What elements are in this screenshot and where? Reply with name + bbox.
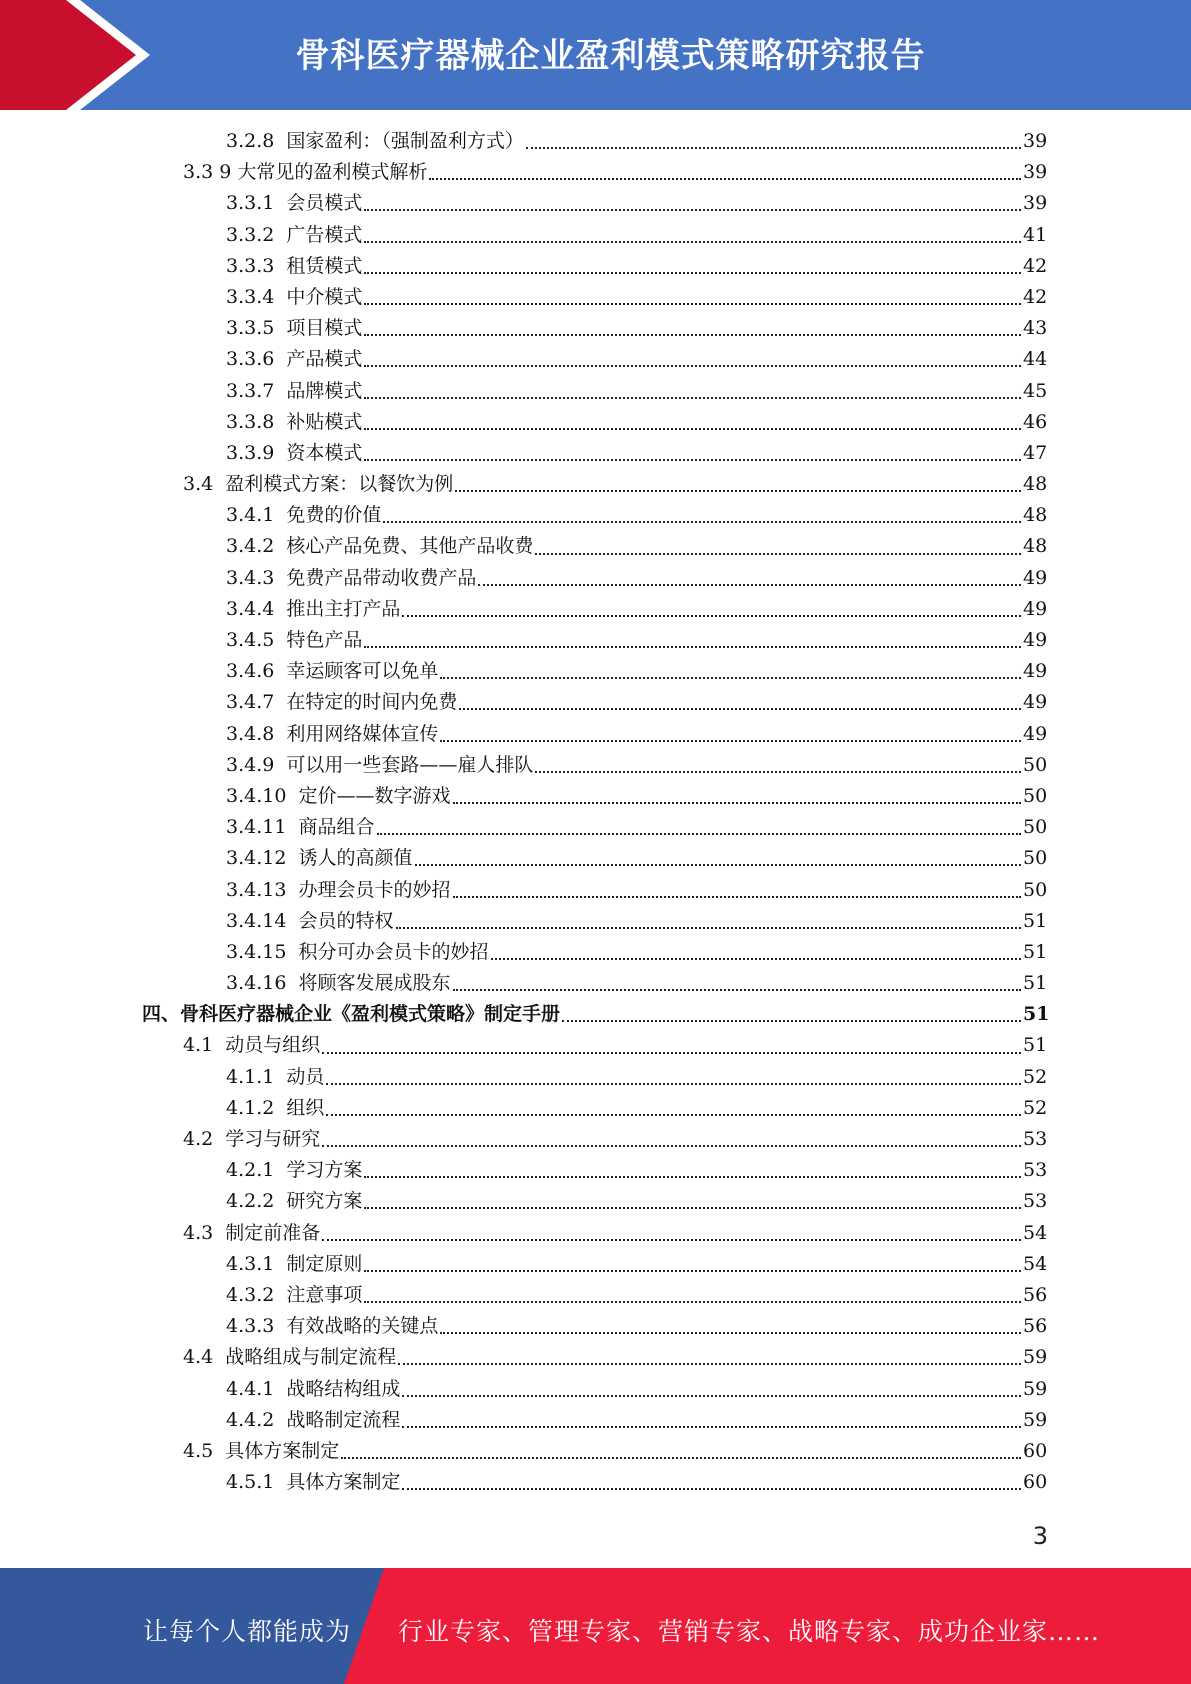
toc-entry[interactable] <box>0 1186 1191 1217</box>
toc-entry-title: 3.4.10 定价——数字游戏 <box>226 784 451 807</box>
toc-entry-title: 3.4.15 积分可办会员卡的妙招 <box>226 940 489 963</box>
toc-entry[interactable] <box>0 1155 1191 1186</box>
toc-entry[interactable] <box>0 313 1191 344</box>
toc-entry-title: 3.4.2 核心产品免费、其他产品收费 <box>226 535 534 558</box>
toc-dot-leader <box>459 689 1021 710</box>
toc-entry-title: 3.3.3 租赁模式 <box>226 254 363 277</box>
toc-dot-leader <box>396 908 1021 929</box>
toc-entry[interactable] <box>0 469 1191 500</box>
toc-dot-leader <box>364 190 1021 211</box>
toc-dot-leader <box>440 721 1021 742</box>
toc-dot-leader <box>415 845 1021 866</box>
toc-entry-title: 3.4.8 利用网络媒体宣传 <box>226 722 439 745</box>
toc-entry[interactable] <box>0 906 1191 937</box>
toc-dot-leader <box>455 471 1021 492</box>
toc-entry[interactable] <box>0 937 1191 968</box>
toc-dot-leader <box>398 1344 1021 1365</box>
toc-entry-title: 3.3.8 补贴模式 <box>226 410 363 433</box>
toc-dot-leader <box>364 1282 1021 1303</box>
toc-dot-leader <box>364 378 1021 399</box>
toc-entry-page: 42 <box>1023 254 1048 277</box>
toc-entry[interactable] <box>0 1374 1191 1405</box>
toc-entry-title: 3.4.9 可以用一些套路——雇人排队 <box>226 753 534 776</box>
footer-banner <box>0 1568 1191 1684</box>
toc-entry[interactable] <box>0 750 1191 781</box>
toc-dot-leader <box>322 1126 1021 1147</box>
toc-entry-page: 50 <box>1023 847 1048 870</box>
toc-dot-leader <box>402 596 1021 617</box>
toc-entry-page: 39 <box>1023 161 1048 184</box>
toc-entry-title: 4.4 战略组成与制定流程 <box>183 1346 397 1369</box>
toc-entry-title: 3.4.12 诱人的高颜值 <box>226 847 413 870</box>
toc-dot-leader <box>364 1157 1021 1178</box>
toc-dot-leader <box>535 534 1021 555</box>
toc-dot-leader <box>383 502 1021 523</box>
toc-dot-leader <box>535 752 1021 773</box>
toc-entry-title: 3.3.6 产品模式 <box>226 348 363 371</box>
toc-entry[interactable] <box>0 875 1191 906</box>
toc-dot-leader <box>364 627 1021 648</box>
toc-entry-page: 49 <box>1023 566 1048 589</box>
toc-entry[interactable] <box>0 594 1191 625</box>
toc-entry-page: 49 <box>1023 597 1048 620</box>
report-title: 骨科医疗器械企业盈利模式策略研究报告 <box>295 36 926 76</box>
toc-entry-page: 59 <box>1023 1346 1048 1369</box>
toc-dot-leader <box>562 1001 1021 1022</box>
toc-entry[interactable] <box>0 1342 1191 1373</box>
toc-entry[interactable] <box>0 656 1191 687</box>
toc-entry[interactable] <box>0 687 1191 718</box>
toc-entry[interactable] <box>0 625 1191 656</box>
toc-entry-title: 3.4.7 在特定的时间内免费 <box>226 691 458 714</box>
toc-entry-page: 45 <box>1023 379 1048 402</box>
toc-entry-page: 41 <box>1023 223 1048 246</box>
toc-entry-title: 3.3.1 会员模式 <box>226 192 363 215</box>
toc-dot-leader <box>341 1438 1021 1459</box>
toc-entry-title: 3.4.16 将顾客发展成股东 <box>226 972 451 995</box>
toc-entry-page: 56 <box>1023 1283 1048 1306</box>
toc-dot-leader <box>402 1376 1021 1397</box>
toc-dot-leader <box>440 658 1021 679</box>
toc-entry-title: 3.4.11 商品组合 <box>226 816 375 839</box>
toc-entry-title: 4.2 学习与研究 <box>183 1128 321 1150</box>
toc-entry[interactable] <box>0 157 1191 188</box>
toc-entry-page: 51 <box>1023 909 1048 932</box>
toc-entry-page: 54 <box>1023 1252 1048 1275</box>
toc-entry-title: 4.4.1 战略结构组成 <box>226 1377 401 1400</box>
toc-dot-leader <box>364 253 1021 274</box>
toc-entry-page: 49 <box>1023 691 1048 714</box>
toc-entry[interactable] <box>0 531 1191 562</box>
toc-entry[interactable] <box>0 1405 1191 1436</box>
toc-entry[interactable] <box>0 126 1191 157</box>
toc-entry-page: 54 <box>1023 1221 1048 1244</box>
toc-entry[interactable] <box>0 1124 1191 1155</box>
toc-entry-page: 49 <box>1023 722 1048 745</box>
toc-entry-page: 52 <box>1023 1065 1048 1088</box>
toc-entry-title: 3.4.4 推出主打产品 <box>226 597 401 620</box>
toc-dot-leader <box>402 1469 1021 1490</box>
toc-entry-page: 59 <box>1023 1377 1048 1400</box>
toc-entry-title: 4.1 动员与组织 <box>183 1034 321 1057</box>
toc-dot-leader <box>453 783 1021 804</box>
toc-entry-page: 52 <box>1023 1096 1048 1119</box>
toc-entry[interactable] <box>0 1093 1191 1124</box>
toc-entry-page: 39 <box>1023 130 1048 152</box>
toc-entry[interactable] <box>0 999 1191 1030</box>
toc-entry-page: 51 <box>1023 940 1048 963</box>
toc-dot-leader <box>429 159 1021 180</box>
toc-entry-title: 4.5.1 具体方案制定 <box>226 1471 401 1494</box>
toc-entry-title: 4.5 具体方案制定 <box>183 1439 340 1462</box>
toc-entry-page: 48 <box>1023 473 1048 496</box>
page-number: 3 <box>1032 1522 1048 1550</box>
toc-dot-leader <box>453 970 1021 991</box>
toc-dot-leader <box>326 1064 1021 1085</box>
toc-entry-title: 4.4.2 战略制定流程 <box>226 1408 401 1431</box>
toc-entry[interactable] <box>0 563 1191 594</box>
toc-entry[interactable] <box>0 719 1191 750</box>
toc-entry-page: 51 <box>1023 1003 1050 1026</box>
toc-entry[interactable] <box>0 500 1191 531</box>
toc-entry-page: 39 <box>1023 192 1048 215</box>
toc-dot-leader <box>364 346 1021 367</box>
toc-entry[interactable] <box>0 188 1191 219</box>
toc-entry[interactable] <box>0 344 1191 375</box>
toc-entry-title: 3.4.13 办理会员卡的妙招 <box>226 878 451 901</box>
toc-dot-leader <box>322 1033 1021 1054</box>
toc-entry[interactable] <box>0 1467 1191 1498</box>
toc-entry-page: 50 <box>1023 878 1048 901</box>
toc-entry[interactable] <box>0 1062 1191 1093</box>
toc-entry-page: 51 <box>1023 972 1048 995</box>
toc-dot-leader <box>526 128 1021 149</box>
toc-dot-leader <box>364 1188 1021 1209</box>
toc-entry-title: 4.1.2 组织 <box>226 1096 325 1119</box>
toc-entry-page: 50 <box>1023 816 1048 839</box>
toc-dot-leader <box>364 440 1021 461</box>
table-of-contents <box>0 126 1191 1498</box>
toc-entry-title: 3.4.3 免费产品带动收费产品 <box>226 566 477 589</box>
toc-entry[interactable] <box>0 968 1191 999</box>
toc-entry-title: 4.2.1 学习方案 <box>226 1159 363 1182</box>
toc-dot-leader <box>364 315 1021 336</box>
toc-entry-title: 3.3 9 大常见的盈利模式解析 <box>183 161 428 184</box>
toc-dot-leader <box>326 1095 1021 1116</box>
toc-dot-leader <box>322 1220 1021 1241</box>
toc-entry-title: 3.2.8 国家盈利：（强制盈利方式） <box>226 130 524 152</box>
toc-entry-page: 47 <box>1023 441 1048 464</box>
toc-dot-leader <box>364 1251 1021 1272</box>
toc-entry-page: 48 <box>1023 535 1048 558</box>
toc-dot-leader <box>377 814 1021 835</box>
footer-slogan-right: 行业专家、管理专家、营销专家、战略专家、成功企业家…… <box>398 1617 1101 1646</box>
toc-entry[interactable] <box>0 438 1191 469</box>
toc-entry[interactable] <box>0 1249 1191 1280</box>
toc-entry-page: 59 <box>1023 1408 1048 1431</box>
toc-entry-page: 60 <box>1023 1471 1048 1494</box>
toc-dot-leader <box>478 565 1021 586</box>
toc-entry-title: 4.3 制定前准备 <box>183 1221 321 1244</box>
toc-entry[interactable] <box>0 251 1191 282</box>
toc-entry-title: 3.3.5 项目模式 <box>226 317 363 340</box>
toc-entry-title: 3.4 盈利模式方案：以餐饮为例 <box>183 473 454 496</box>
toc-entry-page: 50 <box>1023 753 1048 776</box>
toc-entry-title: 3.3.2 广告模式 <box>226 223 363 246</box>
toc-entry[interactable] <box>0 781 1191 812</box>
toc-dot-leader <box>364 409 1021 430</box>
toc-entry-page: 49 <box>1023 660 1048 683</box>
toc-entry-page: 50 <box>1023 784 1048 807</box>
toc-entry-page: 49 <box>1023 629 1048 651</box>
toc-entry[interactable] <box>0 376 1191 407</box>
toc-entry-title: 4.3.1 制定原则 <box>226 1252 363 1275</box>
toc-entry[interactable] <box>0 1311 1191 1342</box>
toc-entry[interactable] <box>0 220 1191 251</box>
toc-entry-title: 3.4.1 免费的价值 <box>226 504 382 527</box>
toc-entry-title: 3.3.7 品牌模式 <box>226 379 363 402</box>
toc-entry-page: 60 <box>1023 1439 1048 1462</box>
toc-entry-title: 4.3.2 注意事项 <box>226 1283 363 1306</box>
toc-entry-title: 4.1.1 动员 <box>226 1065 325 1088</box>
toc-entry[interactable] <box>0 843 1191 874</box>
toc-dot-leader <box>364 222 1021 243</box>
footer-slogan-left: 让每个人都能成为 <box>143 1617 352 1646</box>
toc-entry-title: 3.3.9 资本模式 <box>226 441 363 464</box>
toc-entry[interactable] <box>0 1218 1191 1249</box>
toc-dot-leader <box>491 939 1021 960</box>
toc-entry-page: 51 <box>1023 1034 1048 1057</box>
toc-entry-title: 3.4.14 会员的特权 <box>226 909 394 932</box>
toc-entry-page: 46 <box>1023 410 1048 433</box>
toc-entry-title: 3.3.4 中介模式 <box>226 285 363 308</box>
toc-dot-leader <box>440 1313 1021 1334</box>
toc-entry-page: 53 <box>1023 1190 1048 1213</box>
toc-entry[interactable] <box>0 1030 1191 1061</box>
toc-dot-leader <box>402 1407 1021 1428</box>
toc-entry-page: 53 <box>1023 1128 1048 1150</box>
toc-dot-leader <box>453 877 1021 898</box>
header-banner <box>0 0 1191 110</box>
toc-entry-title: 3.4.6 幸运顾客可以免单 <box>226 660 439 683</box>
toc-entry-page: 53 <box>1023 1159 1048 1182</box>
toc-entry-title: 3.4.5 特色产品 <box>226 629 363 651</box>
toc-entry-page: 48 <box>1023 504 1048 527</box>
toc-entry[interactable] <box>0 282 1191 313</box>
toc-entry[interactable] <box>0 407 1191 438</box>
toc-entry[interactable] <box>0 812 1191 843</box>
toc-entry-title: 4.3.3 有效战略的关键点 <box>226 1315 439 1338</box>
toc-entry-page: 42 <box>1023 285 1048 308</box>
toc-dot-leader <box>364 284 1021 305</box>
toc-entry-page: 43 <box>1023 317 1048 340</box>
toc-entry-title: 四、骨科医疗器械企业《盈利模式策略》制定手册 <box>142 1003 561 1026</box>
toc-entry-title: 4.2.2 研究方案 <box>226 1190 363 1213</box>
toc-entry-page: 56 <box>1023 1315 1048 1338</box>
toc-entry-page: 44 <box>1023 348 1048 371</box>
toc-entry[interactable] <box>0 1436 1191 1467</box>
toc-entry[interactable] <box>0 1280 1191 1311</box>
